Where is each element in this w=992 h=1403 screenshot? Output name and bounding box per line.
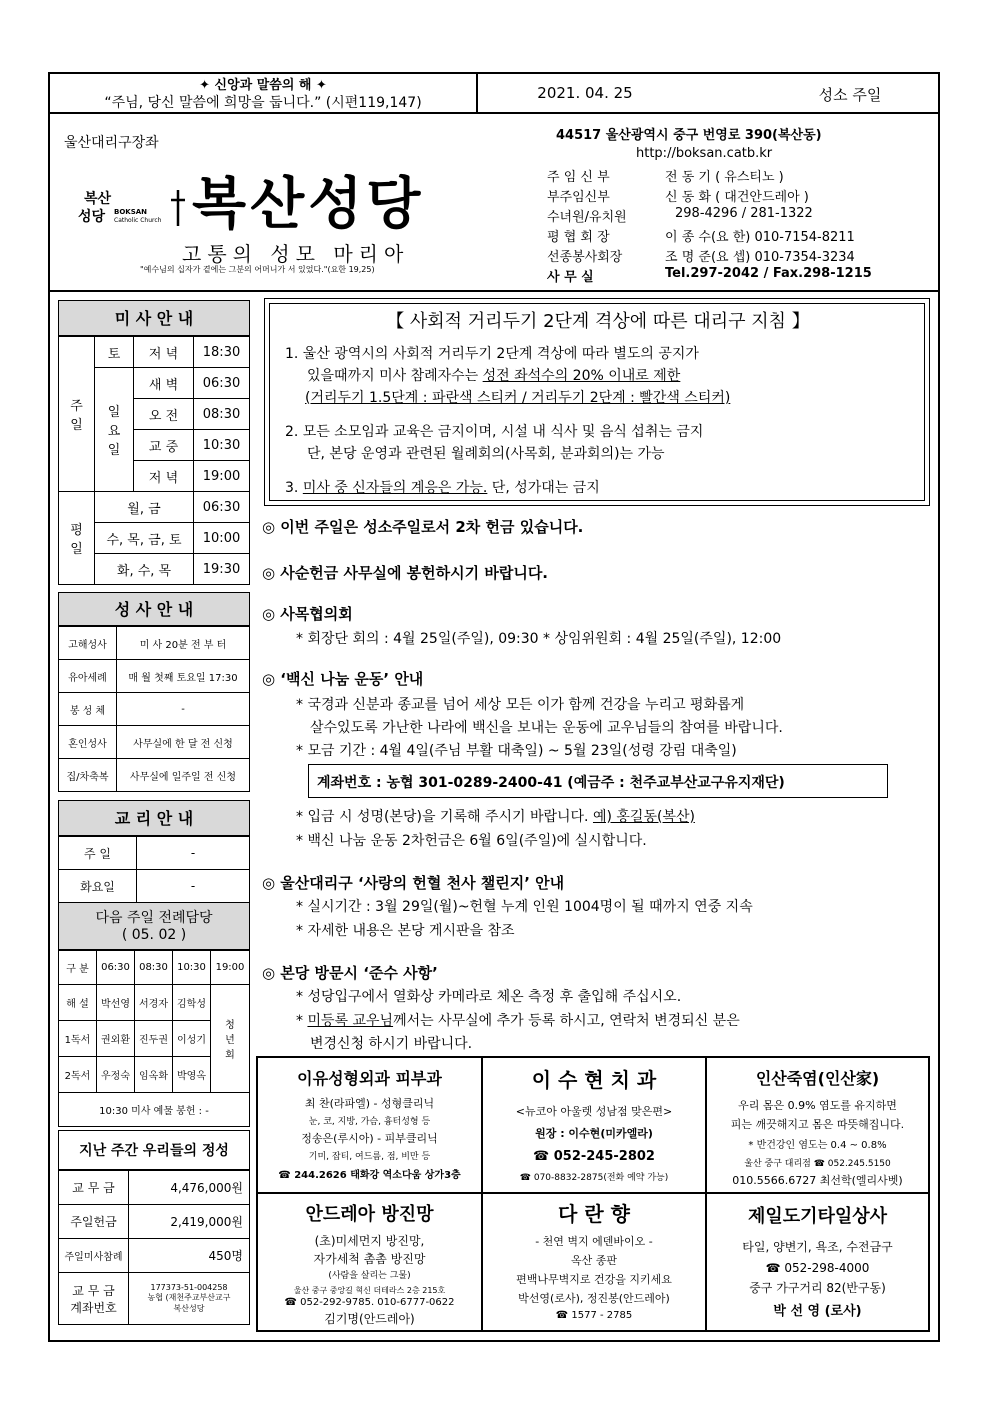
liturgy-header-cell: 08:30 — [135, 951, 173, 985]
ad-wallpaper — [483, 1194, 705, 1330]
mass-day: 토 — [95, 337, 134, 368]
liturgy-header-cell: 10:30 — [173, 951, 211, 985]
ad-line: 타일, 양변기, 욕조, 수전금구 — [742, 1240, 893, 1254]
staff-role: 선종봉사회장 — [547, 250, 623, 265]
notice-vaccine-l3: * 모금 기간 : 4월 4일(주님 부활 대축일) ~ 5월 23일(성령 강림 대축일) — [296, 743, 737, 759]
staff-value: 조 명 준(요 셉) 010-7354-3234 — [665, 250, 855, 265]
sacrament-value: - — [117, 693, 250, 726]
mass-name: 교 중 — [134, 430, 194, 461]
sacrament-guide-title: 성 사 안 내 — [58, 592, 250, 626]
notice-visit-l1: * 성당입구에서 열화상 카메라로 체온 측정 후 출입해 주십시오. — [296, 989, 682, 1005]
ad-title: 다 란 향 — [558, 1202, 630, 1226]
notice-item-2a: 2. 모든 소모임과 교육은 금지이며, 시설 내 식사 및 음식 섭취는 금지 — [285, 424, 704, 440]
account-label: 교 무 금 계좌번호 — [59, 1273, 129, 1325]
parish-logo — [78, 188, 188, 228]
vaccine-account-box — [308, 764, 888, 798]
mass-name: 저 녁 — [134, 461, 194, 492]
account-value: 177373-51-004258 농협 (재천주교부산교구 복산성당 — [129, 1273, 250, 1325]
ad-line: <뉴코아 아울렛 성남점 맞은편> — [515, 1105, 673, 1118]
sidebar — [58, 300, 250, 1332]
ad-line: 옥산 종판 — [570, 1254, 617, 1267]
notice-box — [264, 298, 930, 506]
notice-council-title: ◎ 사목협의회 — [262, 605, 353, 623]
notice-blood-l2: * 자세한 내용은 본당 게시판을 참조 — [296, 923, 515, 939]
offering-name: 교 무 금 — [59, 1171, 129, 1205]
ad-line: ☎ 070-8832-2875(전화 예약 가능) — [519, 1173, 669, 1183]
notice-lent-offering: ◎ 사순헌금 사무실에 봉헌하시기 바랍니다. — [262, 564, 549, 582]
mass-name: 오 전 — [134, 399, 194, 430]
sacrament-table — [58, 626, 250, 792]
logo-text-top: 복산 — [84, 191, 112, 207]
notice-visit-l2-bullet: * — [296, 1013, 308, 1029]
ad-line: - 천연 벽지 에덴바이오 - — [535, 1235, 653, 1248]
notice-vaccine-title: ◎ ‘백신 나눔 운동’ 안내 — [262, 670, 424, 688]
liturgy-role: 해 설 — [59, 985, 97, 1021]
staff-role: 사 무 실 — [547, 270, 594, 285]
ad-line: (초)미세먼지 방진망, — [314, 1234, 425, 1248]
sacrament-name: 혼인성사 — [59, 726, 117, 759]
ad-line: ☎ 052-245-2802 — [533, 1149, 655, 1164]
mass-guide-title: 미 사 안 내 — [58, 300, 250, 336]
liturgy-date: ( 05. 02 ) — [121, 927, 187, 943]
weekday-time: 10:00 — [194, 523, 250, 554]
motto-title: ✦ 신앙과 말씀의 해 ✦ — [199, 78, 327, 93]
liturgy-note: 10:30 미사 예물 봉헌 : - — [59, 1093, 250, 1127]
liturgy-header-cell: 19:00 — [211, 951, 250, 985]
sunday-name: 성소 주일 — [818, 86, 882, 104]
ad-line: 우리 몸은 0.9% 염도를 유지하면 — [738, 1099, 897, 1112]
notice-blood-title: ◎ 울산대리구 ‘사랑의 헌혈 천사 챌린지’ 안내 — [262, 874, 565, 892]
staff-value: 이 종 수(요 한) 010-7154-8211 — [665, 230, 855, 245]
weekday-days: 월, 금 — [95, 492, 194, 523]
ad-line: 편백나무벽지로 건강을 지키세요 — [516, 1273, 672, 1286]
doctrine-name: 주 일 — [59, 837, 137, 870]
ad-line: 010.5566.6727 최선학(엘리사벳) — [732, 1174, 903, 1187]
ad-line: 눈, 코, 지방, 가슴, 흉터성형 등 — [308, 1117, 431, 1127]
offering-value: 2,419,000원 — [129, 1205, 250, 1239]
ad-line: 자가세척 촘촘 방진망 — [313, 1252, 426, 1266]
staff-value: 신 동 화 ( 대건안드레아 ) — [665, 190, 809, 205]
notice-item-1b — [307, 365, 680, 385]
sacrament-name: 유아세례 — [59, 660, 117, 693]
weekday-time: 06:30 — [194, 492, 250, 523]
notice-item-3-underlined: 미사 중 신자들의 계응은 가능. — [302, 480, 488, 496]
ad-line: * 반건강인 염도는 0.4 ~ 0.8% — [748, 1140, 887, 1151]
staff-value: 전 동 기 ( 유스티노 ) — [665, 170, 784, 185]
diocese-label: 울산대리구장좌 — [64, 135, 159, 151]
staff-list — [547, 166, 927, 286]
sacrament-name: 집/차축복 — [59, 759, 117, 792]
logo-en-1: BOKSAN — [114, 208, 148, 216]
weekday-days: 수, 목, 금, 토 — [95, 523, 194, 554]
motto-verse: “주님, 당신 말씀에 희망을 둡니다.” (시편119,147) — [104, 95, 422, 111]
doctrine-value: - — [137, 870, 250, 903]
notice-vaccine-l5: * 백신 나눔 운동 2차헌금은 6월 6일(주일)에 실시합니다. — [296, 833, 647, 849]
ad-line: 울산 중구 중앙길 혁신 더테라스 2층 215호 — [293, 1286, 446, 1295]
ad-screen — [258, 1194, 481, 1330]
ad-title: 인산죽염(인산家) — [755, 1069, 880, 1088]
liturgy-title-box — [58, 902, 250, 950]
sacrament-value: 매 월 첫째 토요일 17:30 — [117, 660, 250, 693]
ad-line: 울산 중구 대리점 ☎ 052.245.5150 — [744, 1159, 891, 1169]
sacrament-name: 고해성사 — [59, 627, 117, 660]
doctrine-name: 화요일 — [59, 870, 137, 903]
cross-icon — [168, 188, 188, 228]
liturgy-header-cell: 구 분 — [59, 951, 97, 985]
notice-vaccine-l2: 살수있도록 가난한 나라에 백신을 보내는 운동에 교우님들의 참여를 바랍니다. — [310, 720, 783, 736]
staff-role: 주 임 신 부 — [547, 170, 610, 185]
sacrament-value: 사무실에 일주일 전 신청 — [117, 759, 250, 792]
motto-box — [48, 72, 478, 114]
weekday-days: 화, 수, 목 — [95, 554, 194, 585]
ad-title: 이 수 현 치 과 — [531, 1068, 657, 1092]
liturgy-person: 박선영 — [97, 985, 135, 1021]
doctrine-value: - — [137, 837, 250, 870]
logo-text-bottom: 성당 — [78, 209, 106, 225]
mass-weekday-label: 평 일 — [59, 492, 95, 585]
offering-value: 450명 — [129, 1239, 250, 1273]
ad-line: (사람을 살리는 그물) — [328, 1271, 411, 1281]
staff-value: Tel.297-2042 / Fax.298-1215 — [665, 266, 872, 281]
ad-title: 이유성형외과 피부과 — [297, 1069, 442, 1088]
notice-item-1b-underlined: 성전 좌석수의 20% 이내로 제한 — [482, 368, 681, 384]
mass-table — [58, 336, 250, 585]
ad-dental — [483, 1058, 705, 1192]
doctrine-table — [58, 836, 250, 903]
vaccine-account: 계좌번호 : 농협 301-0289-2400-41 (예금주 : 천주교부산교구유지재단) — [317, 775, 785, 791]
sacrament-name: 봉 성 체 — [59, 693, 117, 726]
notice-item-1b-text: 있을때까지 미사 참례자수는 — [307, 368, 483, 384]
offering-name: 주일미사참례 — [59, 1239, 129, 1273]
ad-line: 박선영(로사), 정진봉(안드레아) — [518, 1292, 670, 1305]
staff-value: 298-4296 / 281-1322 — [675, 206, 813, 221]
staff-role: 수녀원/유치원 — [547, 210, 627, 225]
ad-line: ☎ 1577 - 2785 — [555, 1310, 633, 1321]
liturgy-person: 서경자 — [135, 985, 173, 1021]
patron-quote: "예수님의 십자가 곁에는 그분의 어머니가 서 있었다."(요한 19,25) — [140, 265, 375, 274]
ad-line: 피는 깨끗해지고 몸은 따뜻해집니다. — [730, 1118, 905, 1131]
offering-title: 지난 주간 우리들의 정성 — [58, 1130, 250, 1170]
mass-time: 19:00 — [194, 461, 250, 492]
weekday-time: 19:30 — [194, 554, 250, 585]
ad-line: ☎ 244.2626 태화강 역소다움 상가3층 — [278, 1170, 461, 1181]
offering-name: 주일헌금 — [59, 1205, 129, 1239]
mass-name: 저 녁 — [134, 337, 194, 368]
ad-title: 제일도기타일상사 — [747, 1206, 888, 1227]
patron-name: 고통의 성모 마리아 — [182, 242, 410, 266]
notice-item-3-num: 3. — [285, 480, 303, 496]
liturgy-person: 김학성 — [173, 985, 211, 1021]
offering-value: 4,476,000원 — [129, 1171, 250, 1205]
notice-vaccine-l4-example: 예) 홍길동(복산) — [592, 809, 695, 825]
mass-sunday-label: 주 일 — [59, 337, 95, 492]
liturgy-youth: 청 년 회 — [211, 985, 250, 1093]
liturgy-role: 1독서 — [59, 1021, 97, 1057]
ad-salt — [707, 1058, 928, 1192]
notice-vaccine-l1: * 국경과 신분과 종교를 넘어 세상 모든 이가 함께 건강을 누리고 평화롭게 — [296, 697, 745, 713]
notice-2nd-collection: ◎ 이번 주일은 성소주일로서 2차 헌금 있습니다. — [262, 518, 584, 536]
liturgy-header-cell: 06:30 — [97, 951, 135, 985]
ad-line: 중구 가구거리 82(반구동) — [749, 1281, 886, 1295]
liturgy-role: 2독서 — [59, 1057, 97, 1093]
notice-item-3-rest: 단, 성가대는 금지 — [487, 480, 600, 496]
staff-role: 평 협 회 장 — [547, 230, 610, 245]
parish-address: 44517 울산광역시 중구 번영로 390(복산동) — [556, 128, 822, 143]
notice-box-title: 【 사회적 거리두기 2단계 격상에 따른 대리구 지침 】 — [386, 311, 810, 332]
staff-role: 부주임신부 — [547, 190, 610, 205]
logo-en-2: Catholic Church — [114, 217, 162, 224]
ad-line: 기미, 잡티, 여드름, 점, 비만 등 — [308, 1152, 431, 1162]
mass-day-label: 일 요 일 — [95, 368, 134, 492]
parish-name: 복산성당 — [192, 172, 425, 237]
notice-item-1a: 1. 울산 광역시의 사회적 거리두기 2단계 격상에 따라 별도의 공지가 — [285, 346, 699, 362]
ad-line: ☎ 052-298-4000 — [765, 1261, 870, 1275]
liturgy-person: 박영옥 — [173, 1057, 211, 1093]
doctrine-guide-title: 교 리 안 내 — [58, 800, 250, 836]
ad-clinic — [258, 1058, 481, 1192]
notice-visit-l2 — [296, 1010, 740, 1030]
mass-name: 새 벽 — [134, 368, 194, 399]
sacrament-value: 사무실에 한 달 전 신청 — [117, 726, 250, 759]
ad-tile — [707, 1194, 928, 1330]
notice-vaccine-l4-text: * 입금 시 성명(본당)을 기록해 주시기 바랍니다. — [296, 809, 593, 825]
liturgy-table — [58, 950, 250, 1127]
ad-line: 정송은(루시아) - 피부클리닉 — [301, 1132, 438, 1145]
notice-blood-l1: * 실시기간 : 3월 29일(월)~헌혈 누계 인원 1004명이 될 때까지 연중 지속 — [296, 899, 753, 915]
bulletin-date: 2021. 04. 25 — [537, 84, 633, 102]
ad-line: 원장 : 이수현(미카엘라) — [535, 1127, 653, 1140]
notice-visit-title: ◎ 본당 방문시 ‘준수 사항’ — [262, 964, 438, 982]
ad-title: 안드레아 방진망 — [305, 1204, 434, 1225]
mass-time: 10:30 — [194, 430, 250, 461]
notice-item-3 — [285, 477, 600, 497]
liturgy-title: 다음 주일 전례담당 — [95, 910, 213, 926]
notice-council-line: * 회장단 회의 : 4월 25일(주일), 09:30 * 상임위원회 : 4월 25일(주일), 12:00 — [296, 631, 782, 647]
mass-time: 18:30 — [194, 337, 250, 368]
notice-visit-l2-rest: 께서는 사무실에 추가 등록 하시고, 연락처 변경되신 분은 — [393, 1013, 740, 1029]
parish-website: http://boksan.catb.kr — [636, 146, 773, 161]
liturgy-person: 이성기 — [173, 1021, 211, 1057]
notice-vaccine-l4 — [296, 806, 695, 826]
notice-visit-l3: 변경신청 하시기 바랍니다. — [310, 1036, 473, 1052]
ad-line: ☎ 052-292-9785. 010-6777-0622 — [284, 1297, 455, 1308]
offering-table — [58, 1170, 250, 1325]
sacrament-value: 미 사 20분 전 부 터 — [117, 627, 250, 660]
mass-time: 06:30 — [194, 368, 250, 399]
liturgy-person: 우정숙 — [97, 1057, 135, 1093]
ad-line: 최 찬(라파엘) - 성형클리닉 — [304, 1097, 435, 1110]
liturgy-person: 임옥화 — [135, 1057, 173, 1093]
ad-line: 박 선 영 (로사) — [773, 1304, 862, 1319]
liturgy-person: 진두권 — [135, 1021, 173, 1057]
notice-item-2b: 단, 본당 운영과 관련된 월례회의(사목회, 분과회의)는 가능 — [307, 446, 665, 462]
notice-item-1c: (거리두기 1.5단계 : 파란색 스티커 / 거리두기 2단계 : 빨간색 스티커) — [305, 390, 731, 406]
ad-line: 김기명(안드레아) — [324, 1312, 415, 1326]
notice-visit-l2-underlined: 미등록 교우님 — [307, 1013, 394, 1029]
liturgy-person: 권외환 — [97, 1021, 135, 1057]
mass-time: 08:30 — [194, 399, 250, 430]
